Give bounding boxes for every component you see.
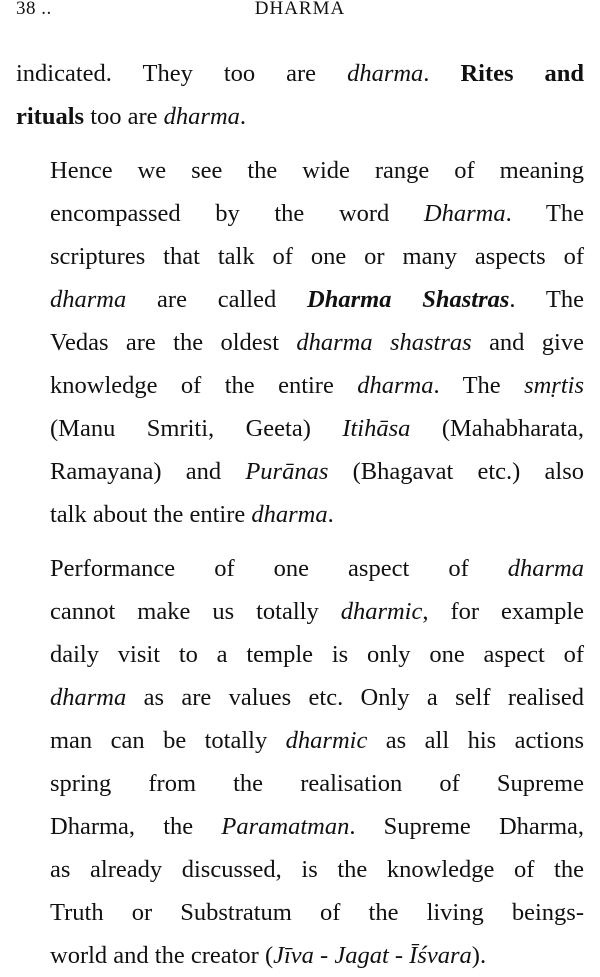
- text-run: (Manu Smriti, Geeta): [50, 415, 343, 442]
- page-header: [0, 0, 600, 24]
- text-run: , for example: [422, 598, 585, 625]
- text-run: Ramayana) and: [50, 458, 246, 485]
- emphasis-text: Itihāsa: [342, 415, 411, 442]
- text-run: world and the creator (: [50, 942, 274, 969]
- text-run: cannot make us totally: [50, 598, 341, 625]
- emphasis-text: dharmic: [285, 727, 368, 754]
- text-run: knowledge of the entire: [50, 372, 358, 399]
- text-line: [16, 891, 584, 934]
- text-run: Vedas are the oldest: [50, 329, 297, 356]
- paragraph-2: [16, 149, 584, 536]
- text-run: spring from the realisation of Supreme: [50, 770, 584, 797]
- text-run: . The: [505, 200, 584, 227]
- text-line: [16, 278, 584, 321]
- text-line: [16, 676, 584, 719]
- text-run: Performance of one aspect of: [50, 555, 508, 582]
- body-text: [16, 52, 584, 977]
- text-run: (Mahabharata,: [410, 415, 584, 442]
- text-line: [16, 719, 584, 762]
- text-run: (Bhagavat etc.) also: [328, 458, 584, 485]
- text-line: [16, 805, 584, 848]
- text-run: . Supreme Dharma,: [349, 813, 585, 840]
- text-run: Hence we see the wide range of meaning: [50, 157, 584, 184]
- text-line: [16, 95, 584, 138]
- emphasis-text: dharma: [251, 501, 328, 528]
- text-run: man can be totally: [50, 727, 286, 754]
- text-run: as already discussed, is the knowledge of the: [50, 856, 584, 883]
- text-run: indicated. They too are: [16, 60, 348, 87]
- emphasis-text: Dharma Shastras: [307, 286, 510, 313]
- text-run: talk about the entire: [50, 501, 252, 528]
- text-line: [16, 235, 584, 278]
- emphasis-text: Jīva - Jagat - Īśvara: [273, 942, 472, 969]
- text-line: [16, 633, 584, 676]
- text-run: and give: [471, 329, 584, 356]
- text-run: .: [239, 103, 247, 130]
- page-number: 38 ..: [16, 0, 52, 19]
- emphasis-text: smṛtis: [524, 372, 584, 399]
- paragraph-3: [16, 547, 584, 977]
- emphasis-text: Purānas: [245, 458, 329, 485]
- text-line: [16, 590, 584, 633]
- emphasis-text: dharma shastras: [296, 329, 472, 356]
- text-line: [16, 149, 584, 192]
- text-line: [16, 848, 584, 891]
- text-line: [16, 407, 584, 450]
- emphasis-text: rituals: [16, 103, 85, 130]
- text-line: [16, 192, 584, 235]
- text-run: . The: [509, 286, 584, 313]
- text-run: .: [423, 60, 461, 87]
- text-run: Dharma, the: [50, 813, 222, 840]
- emphasis-text: dharma: [50, 684, 127, 711]
- text-run: encompassed by the word: [50, 200, 424, 227]
- text-run: too are: [84, 103, 164, 130]
- text-line: [16, 450, 584, 493]
- text-line: [16, 762, 584, 805]
- paragraph-1: [16, 52, 584, 138]
- text-run: daily visit to a temple is only one aspect of: [50, 641, 584, 668]
- text-run: are called: [126, 286, 308, 313]
- emphasis-text: dharma: [163, 103, 240, 130]
- emphasis-text: dharma: [357, 372, 434, 399]
- text-line: [16, 52, 584, 95]
- text-run: as all his actions: [367, 727, 584, 754]
- emphasis-text: dharma: [507, 555, 584, 582]
- text-line: [16, 493, 584, 536]
- text-line: [16, 934, 584, 977]
- emphasis-text: Paramatman: [221, 813, 350, 840]
- emphasis-text: Rites and: [460, 60, 585, 87]
- text-run: ).: [471, 942, 487, 969]
- text-run: .: [327, 501, 334, 528]
- emphasis-text: Dharma: [423, 200, 506, 227]
- text-run: scriptures that talk of one or many aspects of: [50, 243, 584, 270]
- emphasis-text: dharma: [347, 60, 424, 87]
- text-line: [16, 547, 584, 590]
- text-line: [16, 364, 584, 407]
- text-line: [16, 321, 584, 364]
- text-run: Truth or Substratum of the living beings-: [50, 899, 584, 926]
- text-run: . The: [433, 372, 525, 399]
- emphasis-text: dharmic: [340, 598, 423, 625]
- emphasis-text: dharma: [50, 286, 127, 313]
- running-head: DHARMA: [254, 0, 346, 19]
- text-run: as are values etc. Only a self realised: [126, 684, 584, 711]
